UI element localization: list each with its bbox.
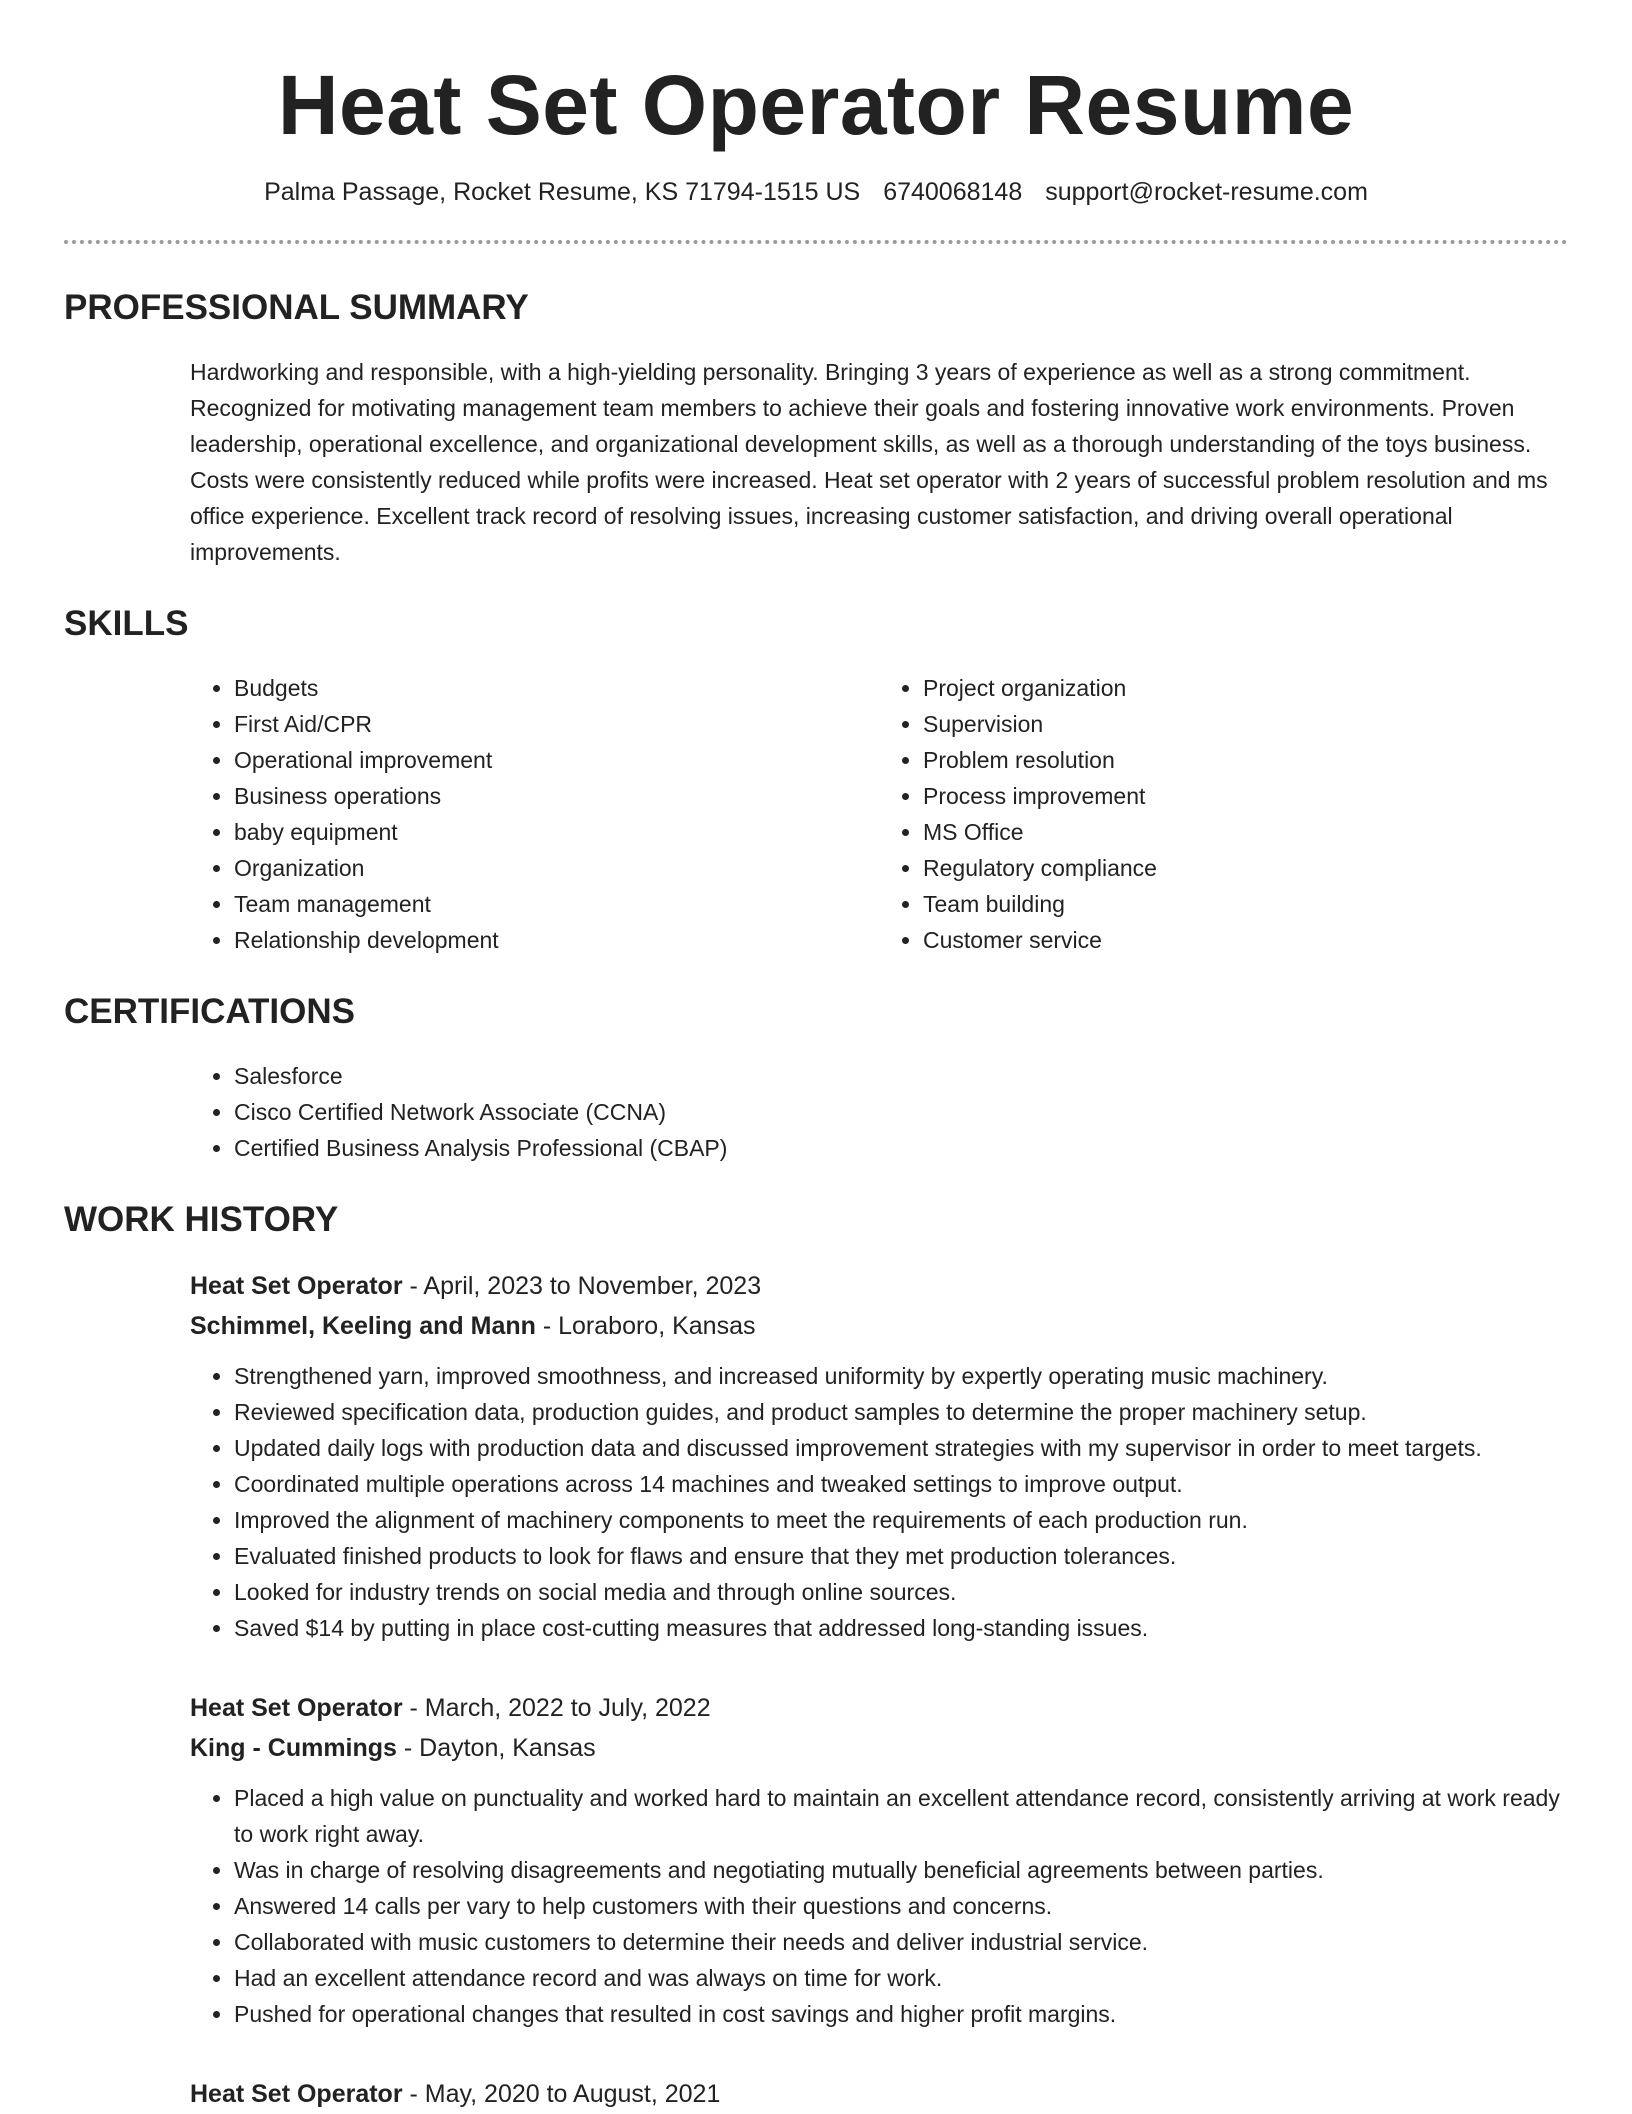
job-bullet: • Improved the alignment of machinery components to meet the requirements of each production run. xyxy=(234,1502,1568,1538)
job-bullet: • Reviewed specification data, production guides, and product samples to determine the proper machinery setup. xyxy=(234,1394,1568,1430)
skill-item: • Budgets xyxy=(234,670,879,706)
skill-item: • MS Office xyxy=(923,814,1568,850)
job-dates: - April, 2023 to November, 2023 xyxy=(402,1272,762,1300)
job-bullet: • Strengthened yarn, improved smoothness, and increased uniformity by expertly operating music machinery. xyxy=(234,1358,1568,1394)
job-dates: - May, 2020 to August, 2021 xyxy=(402,2080,721,2108)
job-bullet: • Looked for industry trends on social media and through online sources. xyxy=(234,1574,1568,1610)
skill-item: • Organization xyxy=(234,850,879,886)
contact-phone: 6740068148 xyxy=(883,178,1023,206)
skills-list xyxy=(190,670,1568,958)
certifications-list xyxy=(190,1058,1568,1166)
certification-item: • Certified Business Analysis Professional (CBAP) xyxy=(234,1130,1568,1166)
job-bullet: • Updated daily logs with production data and discussed improvement strategies with my supervisor in order to meet targets. xyxy=(234,1430,1568,1466)
section-title-certifications: CERTIFICATIONS xyxy=(64,992,356,1031)
job-bullets xyxy=(190,1358,1568,1646)
resume-title: Heat Set Operator Resume xyxy=(277,58,1355,152)
contact-line xyxy=(64,176,1568,208)
job-bullet: • Was in charge of resolving disagreements and negotiating mutually beneficial agreements between parties. xyxy=(234,1852,1568,1888)
job-company: Schimmel, Keeling and Mann xyxy=(190,1312,536,1340)
section-title-summary: PROFESSIONAL SUMMARY xyxy=(64,288,529,327)
job-bullet: • Collaborated with music customers to determine their needs and deliver industrial service. xyxy=(234,1924,1568,1960)
summary-text: Hardworking and responsible, with a high-yielding personality. Bringing 3 years of experience as well as a strong commitment. Recognized for motivating management team members to achieve their goals and fostering innovative work environments. Proven leadership, operational excellence, and organizational development skills, as well as a thorough understanding of the toys business. Costs were consistently reduced while profits were increased. Heat set operator with 2 years of successful problem resolution and ms office experience. Excellent track record of resolving issues, increasing customer satisfaction, and driving overall operational improvements. xyxy=(190,359,1548,565)
section-title-skills: SKILLS xyxy=(64,604,189,643)
job-bullet: • Coordinated multiple operations across 14 machines and tweaked settings to improve output. xyxy=(234,1466,1568,1502)
skill-item: • Business operations xyxy=(234,778,879,814)
skill-item: • Team building xyxy=(923,886,1568,922)
skill-item: • First Aid/CPR xyxy=(234,706,879,742)
skill-item: • Relationship development xyxy=(234,922,879,958)
job-bullet: • Pushed for operational changes that resulted in cost savings and higher profit margins. xyxy=(234,1996,1568,2032)
section-title-work-history: WORK HISTORY xyxy=(64,1200,339,1239)
skill-item: • Regulatory compliance xyxy=(923,850,1568,886)
job-company: King - Cummings xyxy=(190,1734,397,1762)
job-company-line xyxy=(190,1306,1568,1346)
skill-item: • Customer service xyxy=(923,922,1568,958)
job-role: Heat Set Operator xyxy=(190,1272,403,1300)
job-bullet: • Answered 14 calls per vary to help customers with their questions and concerns. xyxy=(234,1888,1568,1924)
skills-column-right xyxy=(879,670,1568,958)
job-role: Heat Set Operator xyxy=(190,1694,403,1722)
job-entry xyxy=(190,2074,1568,2114)
work-history-list xyxy=(190,1266,1568,2114)
job-entry xyxy=(190,1688,1568,2032)
job-role-line xyxy=(190,2074,1568,2114)
job-location: - Loraboro, Kansas xyxy=(535,1312,756,1340)
contact-address: Palma Passage, Rocket Resume, KS 71794-1515 US xyxy=(264,178,861,206)
skills-column-left xyxy=(190,670,879,958)
job-bullet: • Had an excellent attendance record and was always on time for work. xyxy=(234,1960,1568,1996)
skill-item: • Process improvement xyxy=(923,778,1568,814)
resume-page xyxy=(64,0,1568,2114)
job-role-line xyxy=(190,1266,1568,1306)
job-company-line xyxy=(190,1728,1568,1768)
header-divider xyxy=(64,240,1568,244)
certification-item: • Salesforce xyxy=(234,1058,1568,1094)
job-role: Heat Set Operator xyxy=(190,2080,403,2108)
skill-item: • Problem resolution xyxy=(923,742,1568,778)
job-entry xyxy=(190,1266,1568,1646)
job-role-line xyxy=(190,1688,1568,1728)
skill-item: • baby equipment xyxy=(234,814,879,850)
job-bullet: • Evaluated finished products to look for flaws and ensure that they met production tolerances. xyxy=(234,1538,1568,1574)
job-location: - Dayton, Kansas xyxy=(396,1734,596,1762)
job-bullets xyxy=(190,1780,1568,2032)
job-dates: - March, 2022 to July, 2022 xyxy=(402,1694,711,1722)
job-bullet: • Placed a high value on punctuality and worked hard to maintain an excellent attendance record, consistently arriving at work ready to work right away. xyxy=(234,1780,1568,1852)
job-bullet: • Saved $14 by putting in place cost-cutting measures that addressed long-standing issues. xyxy=(234,1610,1568,1646)
skill-item: • Team management xyxy=(234,886,879,922)
contact-email: support@rocket-resume.com xyxy=(1045,178,1368,206)
skill-item: • Supervision xyxy=(923,706,1568,742)
skill-item: • Operational improvement xyxy=(234,742,879,778)
certification-item: • Cisco Certified Network Associate (CCNA) xyxy=(234,1094,1568,1130)
skill-item: • Project organization xyxy=(923,670,1568,706)
